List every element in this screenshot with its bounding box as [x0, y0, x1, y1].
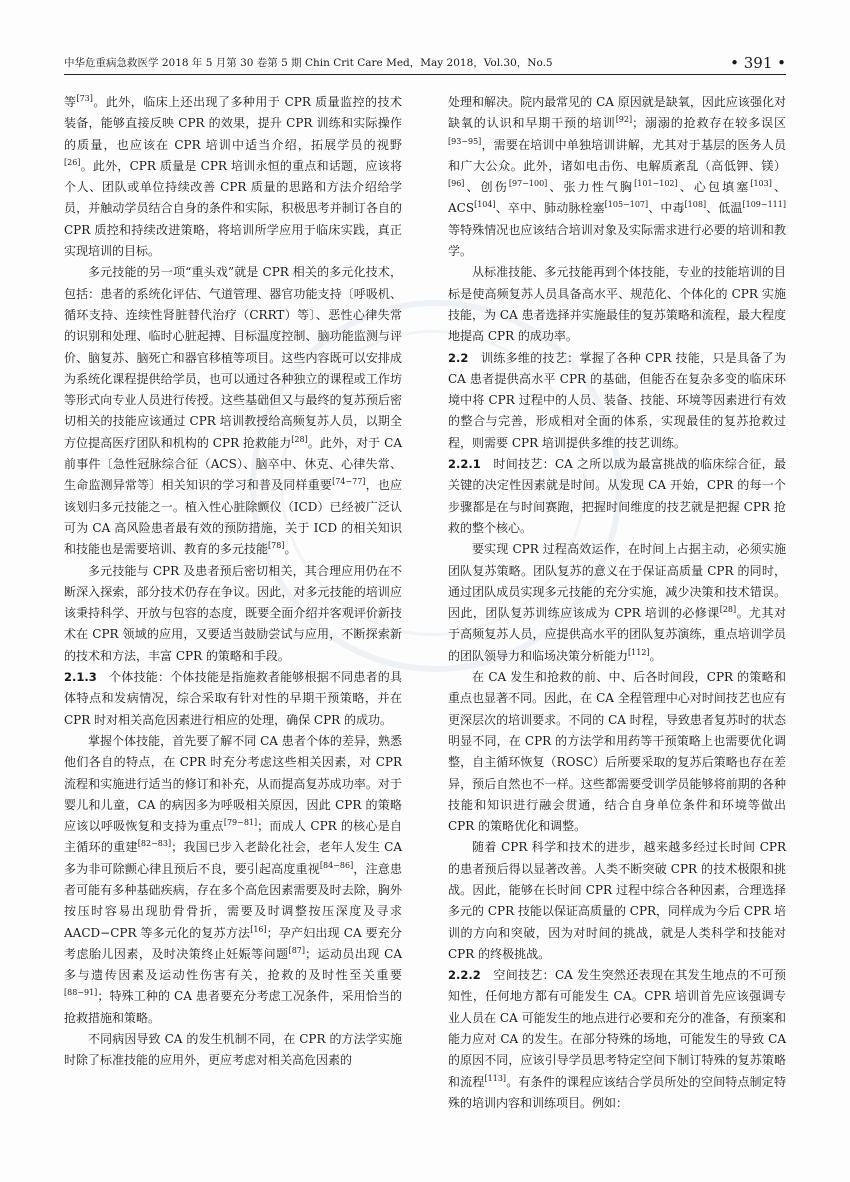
body-paragraph: 要实现 CPR 过程高效运作，在时间上占据主动，必须实施团队复苏策略。团队复苏的意义在于保证高质量 CPR 的同时，通过团队成员实现多元技能的充分实施，减少决策和技术错误。因此，团队复苏训练应该成为 CPR 培训的必修课[28]。尤其对于高频复苏人员，应提供高水平的团队复苏演练，重点培训学员的团队领导力和临场决策分析能力[112]。 [448, 542, 786, 663]
body-paragraph: 等[73]。此外，临床上还出现了多种用于 CPR 质量监控的技术装备，能够直接反映 CPR 的效果，提升 CPR 训练和实际操作的质量，也应该在 CPR 培训中适当介绍，拓展学员的视野[26]。此外，CPR 质量是 CPR 培训永恒的重点和话题，应该将个人、团队或单位持续改善 CPR 质量的思路和方法介绍给学员，并触动学员结合自身的条件和实际，积极思考并制订各自的 CPR 质控和持续改进策略，将培训所学应用于临床实践，真正实现培训的目标。 [64, 94, 402, 259]
body-paragraph: 在 CA 发生和抢救的前、中、后各时间段，CPR 的策略和重点也显著不同。因此，在 CA 全程管理中心对时间技艺也应有更深层次的培训要求。不同的 CA 时程，导致患者复苏时的状态明显不同，在 CPR 的方法学和用药等干预策略上也需要优化调整，自主循环恢复（ROSC）后所要采取的复苏后策略也存在差异，预后自然也不一样。这些都需要受训学员能够将前期的各种技能和知识进行融会贯通，结合自身单位条件和环境等做出 CPR 的策略优化和调整。 [448, 670, 786, 834]
body-paragraph: 随着 CPR 科学和技术的进步，越来越多经过长时间 CPR 的患者预后得以显著改善。人类不断突破 CPR 的技术极限和挑战。因此，能够在长时间 CPR 过程中综合各种因素，合理选择多元的 CPR 技能以保证高质量的 CPR，同样成为今后 CPR 培训的方向和突破，因为对时间的挑战，就是人类科学和技能对 CPR 的终极挑战。 [448, 840, 786, 961]
body-paragraph: 不同病因导致 CA 的发生机制不同，在 CPR 的方法学实施时除了标准技能的应用外，更应考虑对相关高危因素的 [64, 1032, 402, 1068]
body-paragraph: 从标准技能、多元技能再到个体技能，专业的技能培训的目标是使高频复苏人员具备高水平、规范化、个体化的 CPR 实施技能，为 CA 患者选择并实施最佳的复苏策略和流程，最大程度地提高 CPR 的成功率。 [448, 265, 786, 344]
section-paragraph: 2.2 训练多维的技艺：掌握了各种 CPR 技能，只是具备了为 CA 患者提供高水平 CPR 的基础，但能否在复杂多变的临床环境中将 CPR 过程中的人员、装备、技能、环境等因素进行有效的整合与完善，形成相对全面的体系，实现最佳的复苏抢救过程，则需要 CPR 培训提供多维的技艺训练。 [448, 350, 786, 450]
journal-citation: 中华危重病急救医学 2018 年 5 月第 30 卷第 5 期 Chin Crit Care Med，May 2018，Vol.30，No.5 [64, 57, 553, 69]
page-number: • 391 • [730, 54, 786, 72]
section-paragraph: 2.2.1 时间技艺：CA 之所以成为最富挑战的临床综合征，最关键的决定性因素就是时间。从发现 CA 开始，CPR 的每一个步骤都是在与时间赛跑，把握时间维度的技艺就是把握 CPR 抢救的整个核心。 [448, 457, 786, 535]
left-column [64, 92, 402, 1072]
section-paragraph: 2.2.2 空间技艺：CA 发生突然还表现在其发生地点的不可预知性，任何地方都有可能发生 CA。CPR 培训首先应该强调专业人员在 CA 可能发生的地点进行必要和充分的准备，有预案和能力应对 CA 的发生。在部分特殊的场地，可能发生的导致 CA 的原因不同，应该引导学员思考特定空间下制订特殊的复苏策略和流程[113]。有条件的课程应该结合学员所处的空间特点制定特殊的培训内容和训练项目。例如： [448, 968, 786, 1110]
body-paragraph: 处理和解决。院内最常见的 CA 原因就是缺氧，因此应该强化对缺氧的认识和早期干预的培训[92]；溺溺的抢救存在较多误区[93−95]，需要在培训中单独培训讲解，尤其对于基层的医务人员和广大公众。此外，诸如电击伤、电解质紊乱（高低钾、镁）[96]、创伤[97−100]、张力性气胸[101−102]、心包填塞[103]、ACS[104]、卒中、肺动脉栓塞[105−107]、中毒[108]、低温[109−111]等特殊情况也应该结合培训对象及实际需求进行必要的培训和教学。 [448, 95, 786, 259]
body-paragraph: 多元技能的另一项“重头戏”就是 CPR 相关的多元化技术，包括：患者的系统化评估、气道管理、器官功能支持〔呼吸机、循环支持、连续性肾脏替代治疗（CRRT）等〕、恶性心律失常的识别和处理、临时心脏起搏、目标温度控制、脑功能监测与评价、脑复苏、脑死亡和器官移植等项目。这些内容既可以安排成为系统化课程提供给学员，也可以通过各种独立的课程或工作坊等形式向专业人员进行传授。这些基础但又与最终的复苏预后密切相关的技能应该通过 CPR 培训教授给高频复苏人员，以期全方位提高医疗团队和机构的 CPR 抢救能力[28]。此外，对于 CA 前事件〔急性冠脉综合征（ACS）、脑卒中、休克、心律失常、生命监测异常等〕相关知识的学习和普及同样重要[74−77]，也应该划归多元技能之一。植入性心脏除颤仪（ICD）已经被广泛认可为 CA 高风险患者最有效的预防措施，关于 ICD 的相关知识和技能也是需要培训、教育的多元技能[78]。 [64, 265, 402, 557]
body-paragraph: 掌握个体技能，首先要了解不同 CA 患者个体的差异，熟悉他们各自的特点，在 CPR 时充分考虑这些相关因素，对 CPR 流程和实施进行适当的修订和补充，从而提高复苏成功率。对于婴儿和儿童，CA 的病因多为呼吸相关原因，因此 CPR 的策略应该以呼吸恢复和支持为重点[79−81]；而成人 CPR 的核心是自主循环的重建[82−83]；我国已步入老龄化社会，老年人发生 CA 多为非可除颤心律且预后不良，要引起高度重视[84−86]，注意患者可能有多种基础疾病，存在多个高危因素需要及时去除，胸外按压时容易出现肋骨骨折，需要及时调整按压深度及寻求 AACD−CPR 等多元化的复苏方法[16]；孕产妇出现 CA 要充分考虑胎儿因素，及时决策终止妊娠等问题[87]；运动员出现 CA 多与遗传因素及运动性伤害有关，抢救的及时性至关重要[88−91]；特殊工种的 CA 患者要充分考虑工况条件，采用恰当的抢救措施和策略。 [64, 733, 403, 1025]
running-header [64, 52, 786, 75]
right-column [448, 92, 786, 1114]
section-paragraph: 2.1.3 个体技能：个体技能是指施救者能够根据不同患者的具体特点和发病情况，综合采取有针对性的早期干预策略，并在 CPR 时对相关高危因素进行相应的处理，确保 CPR 的成功。 [64, 670, 402, 727]
body-paragraph: 多元技能与 CPR 及患者预后密切相关，其合理应用仍在不断深入探索，部分技术仍存在争议。因此，对多元技能的培训应该秉持科学、开放与包容的态度，既要全面介绍并客观评价新技术在 CPR 领域的应用，又要适当鼓励尝试与应用，不断探索新的技术和方法，丰富 CPR 的策略和手段。 [64, 563, 402, 663]
